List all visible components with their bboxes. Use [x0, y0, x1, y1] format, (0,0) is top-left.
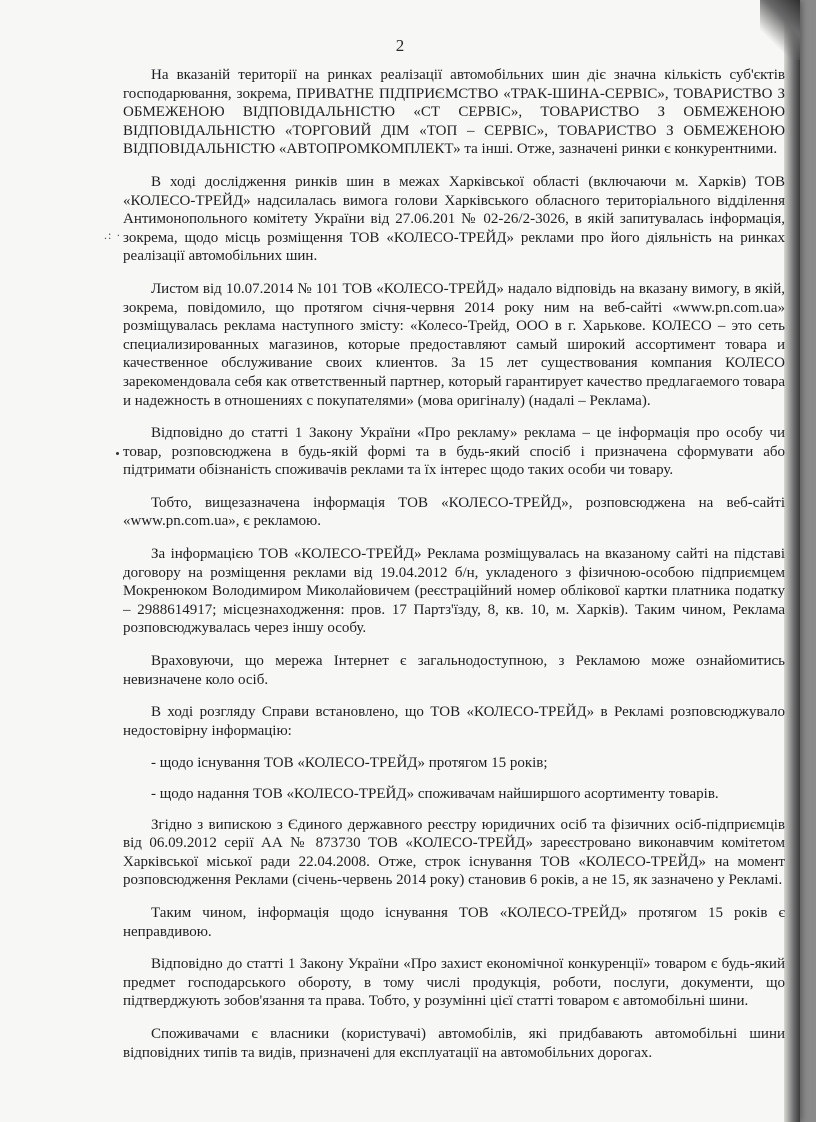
document-body — [123, 66, 785, 1076]
list-item: - щодо існування ТОВ «КОЛЕСО-ТРЕЙД» протягом 15 років; — [151, 755, 548, 772]
page-edge-shadow — [784, 0, 800, 1122]
page-number: 2 — [395, 36, 405, 55]
paragraph-untrue-info: Таким чином, інформація щодо існування ТОВ «КОЛЕСО-ТРЕЙД» протягом 15 років є неправдивою. — [123, 904, 785, 940]
paragraph-letter-response: Листом від 10.07.2014 № 101 ТОВ «КОЛЕСО-ТРЕЙД» надало відповідь на вказану вимогу, в якій, зокрема, повідомило, що протягом січня-червня 2014 року ним на веб-сайті «www.pn.com.ua» розміщувалась реклама наступного змісту: «Колесо-Трейд, ООО в г. Харькове. КОЛЕСО – это сеть специализированных магазинов, которые предоставляют самый широкий ассортимент товара и качественное обслуживание своих клиентов. За 15 лет существования компания КОЛЕСО зарекомендовала себя как ответственный партнер, который гарантирует качество предлагаемого товара и надежность в отношениях с покупателями» (мова оригіналу) (надалі – Реклама). — [123, 280, 785, 409]
list-item: - щодо надання ТОВ «КОЛЕСО-ТРЕЙД» споживачам найширшого асортименту товарів. — [151, 786, 719, 802]
paragraph-registry-extract: Згідно з випискою з Єдиного державного реєстру юридичних осіб та фізичних осіб-підприємців від 06.09.2012 серії АА № 873730 ТОВ «КОЛЕСО-ТРЕЙД» зареєстровано виконавчим комітетом Харківської міської ради 22.04.2008. Отже, строк існування ТОВ «КОЛЕСО-ТРЕЙД» на момент розповсюдження Реклами (січень-червень 2014 року) становив 6 років, а не 15, як зазначено у Рекламі. — [123, 816, 785, 889]
paragraph-findings: В ході розгляду Справи встановлено, що ТОВ «КОЛЕСО-ТРЕЙД» в Рекламі розповсюджувало недостовірну інформацію: — [123, 704, 785, 739]
paragraph-consumers: Споживачами є власники (користувачі) автомобілів, які придбавають автомобільні шини відповідних типів та видів, призначені для експлуатації на автомобільних дорогах. — [123, 1025, 785, 1061]
paragraph-competition-law: Відповідно до статті 1 Закону України «Про захист економічної конкуренції» товаром є будь-який предмет господарського обороту, в тому числі продукція, роботи, послуги, документи, що підтверджують зобов'язання та права. Тобто, у розумінні цієї статті товаром є автомобільні шини. — [123, 956, 785, 1010]
paragraph-advertising-law: Відповідно до статті 1 Закону України «Про рекламу» реклама – це інформація про особу чи товар, розповсюджена в будь-якій формі та в будь-який спосіб і призначена сформувати або підтримати обізнаність споживачів реклами та їх інтерес щодо таких особи чи товару. — [123, 425, 785, 479]
paragraph-placement-contract: За інформацією ТОВ «КОЛЕСО-ТРЕЙД» Реклама розміщувалась на вказаному сайті на підставі договору на розміщення реклами від 19.04.2012 б/н, укладеного з фізичною-особою підприємцем Мокренюком Володимиром Миколайовичем (реєстраційний номер облікової картки платника податку – 2988614917; місцезнаходження: пров. 17 Партз'їзду, 8, кв. 10, м. Харків). Таким чином, Реклама розповсюджувалась через іншу особу. — [123, 546, 785, 637]
paragraph-investigation: В ході дослідження ринків шин в межах Харківської області (включаючи м. Харків) ТОВ «КОЛЕСО-ТРЕЙД» надсилалась вимога голови Харківського обласного територіального відділення Антимонопольного комітету України від 27.06.201 № 02-26/2-3026, в якій запитувалась інформація, зокрема, щодо місць розміщення ТОВ «КОЛЕСО-ТРЕЙД» реклами про його діяльність на ринках реалізації автомобільних шин. — [123, 173, 785, 265]
margin-marks: .: · — [104, 228, 122, 242]
paragraph-competitors: На вказаній території на ринках реалізації автомобільних шин діє значна кількість суб'єктів господарювання, зокрема, ПРИВАТНЕ ПІДПРИЄМСТВО «ТРАК-ШИНА-СЕРВІС», ТОВАРИСТВО З ОБМЕЖЕНОЮ ВІДПОВІДАЛЬНІСТЮ «СТ СЕРВІС», ТОВАРИСТВО З ОБМЕЖЕНОЮ ВІДПОВІДАЛЬНІСТЮ «ТОРГОВИЙ ДІМ «ТОП – СЕРВІС», ТОВАРИСТВО З ОБМЕЖЕНОЮ ВІДПОВІДАЛЬНІСТЮ «АВТОПРОМКОМПЛЕКТ» та інші. Отже, зазначені ринки є конкурентними. — [123, 67, 785, 158]
paragraph-internet-access: Враховуючи, що мережа Інтернет є загальнодоступною, з Рекламою може ознайомитись невизначене коло осіб. — [123, 653, 785, 688]
paragraph-is-advertising: Тобто, вищезазначена інформація ТОВ «КОЛЕСО-ТРЕЙД», розповсюджена на веб-сайті «www.pn.com.ua», є рекламою. — [123, 494, 785, 530]
margin-dot — [116, 452, 119, 455]
